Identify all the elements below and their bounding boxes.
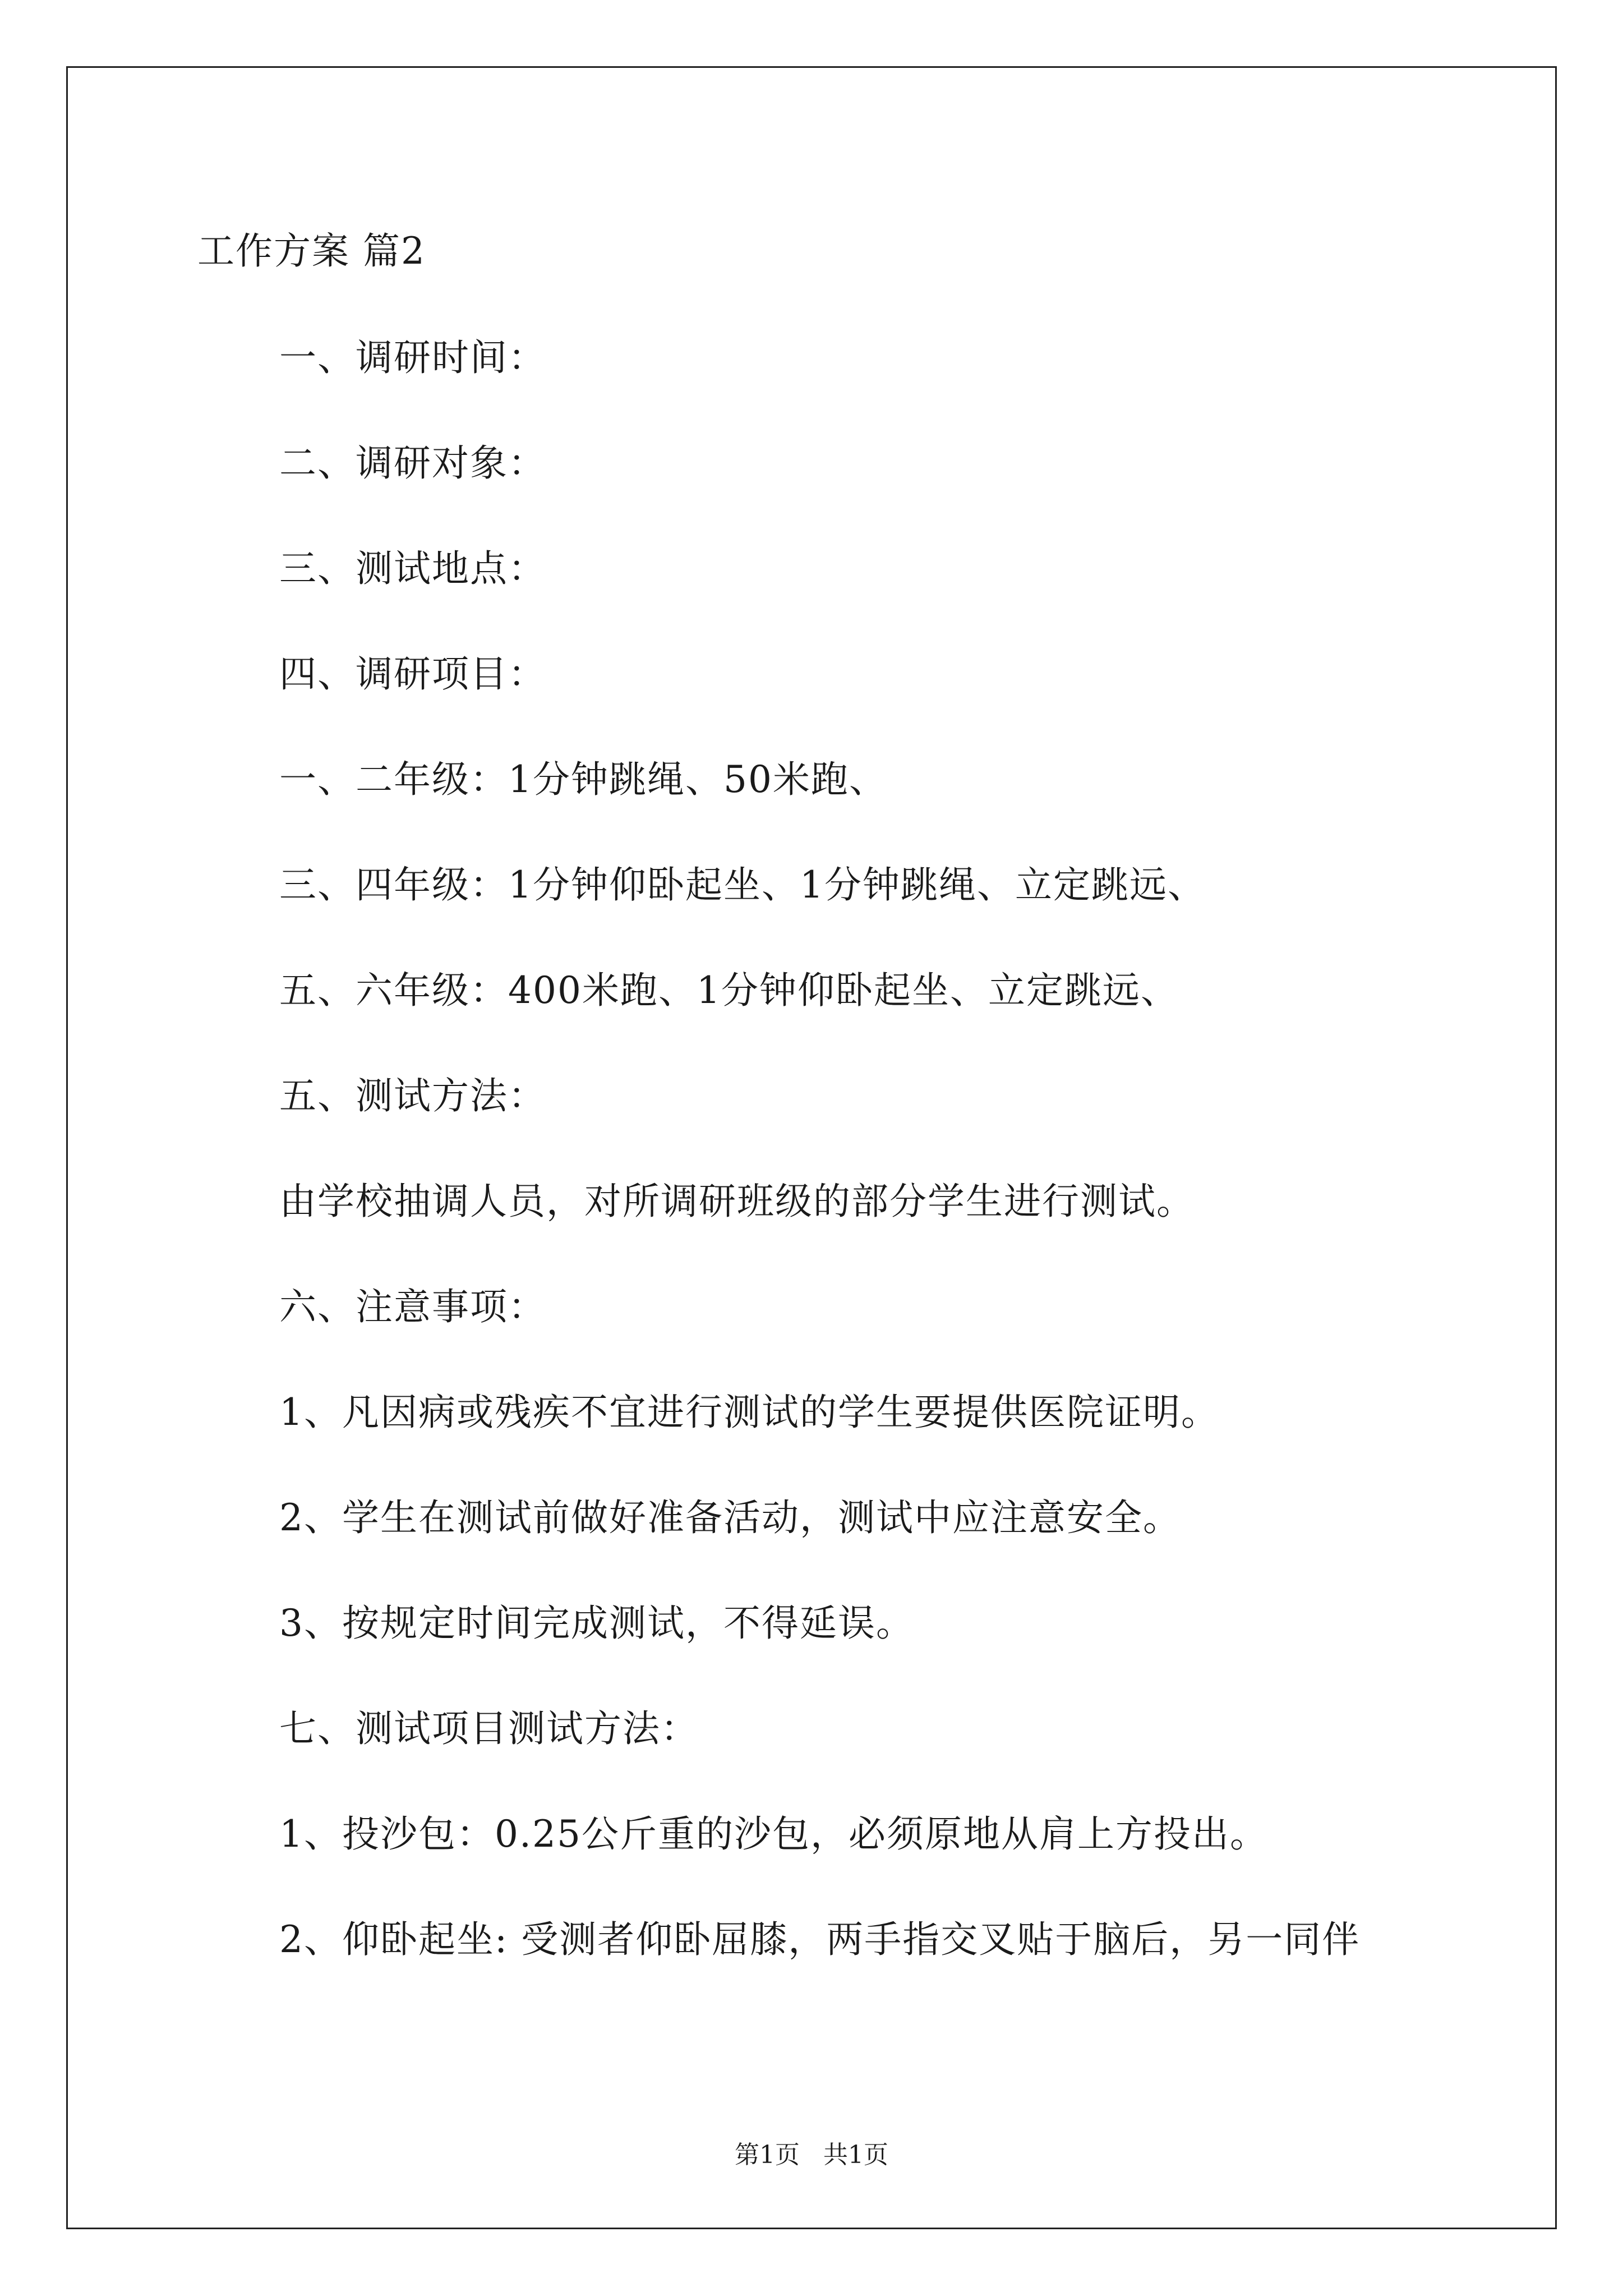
note-item-3: 3、按规定时间完成测试，不得延误。 [279,1602,914,1645]
page-footer: 第1页 共1页 [735,2141,888,2169]
document-title: 工作方案 篇2 [197,229,426,273]
section-survey-time: 一、调研时间： [279,336,546,379]
section-test-method: 五、测试方法： [279,1074,546,1117]
method-item-1: 1、投沙包：0.25公斤重的沙包，必须原地从肩上方投出。 [279,1812,1268,1856]
section-test-item-methods: 七、测试项目测试方法： [279,1707,699,1750]
page-border [66,66,1557,2229]
note-item-2: 2、学生在测试前做好准备活动，测试中应注意安全。 [279,1496,1181,1539]
section-notes: 六、注意事项： [279,1285,546,1328]
section-test-location: 三、测试地点： [279,547,546,590]
section-survey-items: 四、调研项目： [279,652,546,696]
paragraph-test-method: 由学校抽调人员，对所调研班级的部分学生进行测试。 [279,1180,1195,1223]
section-survey-subject: 二、调研对象： [279,441,546,485]
item-grade-1-2: 一、二年级：1分钟跳绳、50米跑、 [279,758,887,801]
item-grade-5-6: 五、六年级：400米跑、1分钟仰卧起坐、立定跳远、 [279,969,1179,1012]
item-grade-3-4: 三、四年级：1分钟仰卧起坐、1分钟跳绳、立定跳远、 [279,863,1206,907]
note-item-1: 1、凡因病或残疾不宜进行测试的学生要提供医院证明。 [279,1391,1219,1434]
method-item-2: 2、仰卧起坐: 受测者仰卧屈膝，两手指交叉贴于脑后，另一同伴 [279,1918,1361,1961]
